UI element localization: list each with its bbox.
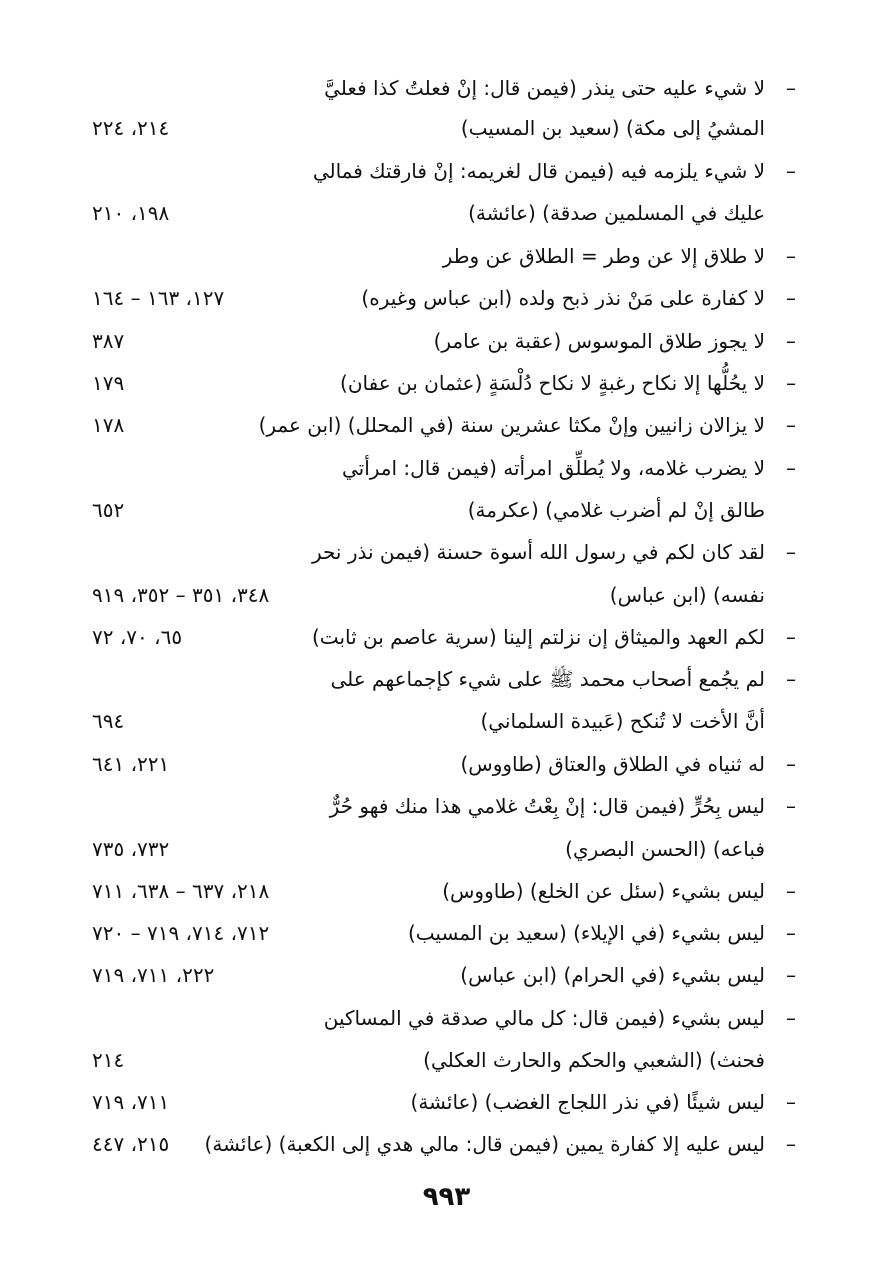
list-item [0, 151, 893, 191]
page-references: ٢١٨، ٦٣٧ – ٦٣٨، ٧١١ [92, 879, 270, 903]
page-references: ٧١١، ٧١٩ [92, 1090, 170, 1114]
list-item [0, 659, 893, 699]
list-item [0, 321, 893, 361]
list-item-continuation [0, 490, 893, 530]
list-item [0, 955, 893, 995]
entry-text: عليك في المسلمين صدقة) (عائشة) [468, 201, 765, 225]
entry-text: أنَّ الأخت لا تُنكح (عَبيدة السلماني) [480, 709, 765, 733]
bullet-dash: – [786, 1006, 796, 1030]
bullet-dash: – [786, 540, 796, 564]
list-item [0, 871, 893, 911]
entry-text: لكم العهد والميثاق إن نزلتم إلينا (سرية عاصم بن ثابت) [312, 625, 765, 649]
page-number: ٩٩٣ [422, 1182, 471, 1212]
list-item [0, 913, 893, 953]
page-references: ٦٩٤ [92, 709, 125, 733]
entry-text: له ثنياه في الطلاق والعتاق (طاووس) [460, 752, 765, 776]
entry-text: لقد كان لكم في رسول الله أسوة حسنة (فيمن نذر نحر [311, 540, 765, 564]
entry-text: فباعه) (الحسن البصري) [565, 837, 765, 861]
page-references: ٢٢٢، ٧١١، ٧١٩ [92, 963, 215, 987]
list-item [0, 236, 893, 276]
bullet-dash: – [786, 752, 796, 776]
entry-text: فحنث) (الشعبي والحكم والحارث العكلي) [423, 1048, 765, 1072]
page-references: ٦٥٢ [92, 498, 125, 522]
bullet-dash: – [786, 625, 796, 649]
entry-text: ليس بشيء (فيمن قال: كل مالي صدقة في المساكين [323, 1006, 765, 1030]
page-references: ١٧٩ [92, 371, 125, 395]
page-references: ٢١٤، ٢٢٤ [92, 116, 170, 140]
list-item [0, 998, 893, 1038]
entry-text: ليس شيئًا (في نذر اللجاج الغضب) (عائشة) [410, 1090, 765, 1114]
entry-text: ليس بِحُرٍّ (فيمن قال: إنْ بِعْتُ غلامي هذا منك فهو حُرٌّ [329, 794, 765, 818]
page-references: ٢١٤ [92, 1048, 125, 1072]
list-item [0, 68, 893, 108]
list-item-continuation [0, 1040, 893, 1080]
page-references: ٣٤٨، ٣٥١ – ٣٥٢، ٩١٩ [92, 583, 270, 607]
bullet-dash: – [786, 413, 796, 437]
page-references: ٧١٢، ٧١٤، ٧١٩ – ٧٢٠ [92, 921, 270, 945]
entry-text: المشيُ إلى مكة) (سعيد بن المسيب) [460, 116, 765, 140]
bullet-dash: – [786, 159, 796, 183]
bullet-dash: – [786, 371, 796, 395]
entry-text: لا يحُلُّها إلا نكاح رغبةٍ لا نكاح دُلْسَةٍ (عثمان بن عفان) [340, 371, 765, 395]
bullet-dash: – [786, 286, 796, 310]
list-item [0, 1082, 893, 1122]
bullet-dash: – [786, 1132, 796, 1156]
entry-text: لا شيء عليه حتى ينذر (فيمن قال: إنْ فعلتُ كذا فعليَّ [324, 76, 765, 100]
page-references: ٣٨٧ [92, 329, 125, 353]
entry-text: ليس بشيء (في الإيلاء) (سعيد بن المسيب) [407, 921, 765, 945]
entry-text: لا كفارة على مَنْ نذر ذبح ولده (ابن عباس وغيره) [361, 286, 765, 310]
entry-text: لا يزالان زانيين وإنْ مكثا عشرين سنة (في المحلل) (ابن عمر) [258, 413, 765, 437]
bullet-dash: – [786, 921, 796, 945]
entry-text: لم يجُمع أصحاب محمد ﷺ على شيء كإجماعهم على [330, 667, 765, 691]
bullet-dash: – [786, 879, 796, 903]
list-item-continuation [0, 829, 893, 869]
list-item [0, 532, 893, 572]
page-references: ٢١٥، ٤٤٧ [92, 1132, 170, 1156]
list-item [0, 448, 893, 488]
page-references: ٦٥، ٧٠، ٧٢ [92, 625, 183, 649]
entry-text: ليس بشيء (سئل عن الخلع) (طاووس) [442, 879, 765, 903]
list-item-continuation [0, 701, 893, 741]
page-references: ١٢٧، ١٦٣ – ١٦٤ [92, 286, 225, 310]
bullet-dash: – [786, 76, 796, 100]
bullet-dash: – [786, 667, 796, 691]
list-item-continuation [0, 193, 893, 233]
entry-text: لا طلاق إلا عن وطر = الطلاق عن وطر [442, 244, 765, 268]
list-item [0, 363, 893, 403]
bullet-dash: – [786, 244, 796, 268]
bullet-dash: – [786, 794, 796, 818]
entry-text: لا شيء يلزمه فيه (فيمن قال لغريمه: إنْ فارقتك فمالي [312, 159, 765, 183]
list-item [0, 744, 893, 784]
list-item-continuation [0, 108, 893, 148]
list-item-continuation [0, 575, 893, 615]
entry-text: لا يجوز طلاق الموسوس (عقبة بن عامر) [433, 329, 765, 353]
entry-text: ليس بشيء (في الحرام) (ابن عباس) [460, 963, 765, 987]
page-references: ٧٣٢، ٧٣٥ [92, 837, 170, 861]
entry-text: نفسه) (ابن عباس) [609, 583, 765, 607]
page-references: ١٩٨، ٢١٠ [92, 201, 170, 225]
entry-text: لا يضرب غلامه، ولا يُطلِّق امرأته (فيمن قال: امرأتي [341, 456, 765, 480]
bullet-dash: – [786, 1090, 796, 1114]
page-references: ١٧٨ [92, 413, 125, 437]
list-item [0, 617, 893, 657]
list-item [0, 786, 893, 826]
page-references: ٢٢١، ٦٤١ [92, 752, 170, 776]
bullet-dash: – [786, 456, 796, 480]
list-item [0, 1124, 893, 1164]
entry-text: ليس عليه إلا كفارة يمين (فيمن قال: مالي هدي إلى الكعبة) (عائشة) [204, 1132, 765, 1156]
bullet-dash: – [786, 963, 796, 987]
entry-text: طالق إنْ لم أضرب غلامي) (عكرمة) [467, 498, 765, 522]
list-item [0, 278, 893, 318]
list-item [0, 405, 893, 445]
bullet-dash: – [786, 329, 796, 353]
